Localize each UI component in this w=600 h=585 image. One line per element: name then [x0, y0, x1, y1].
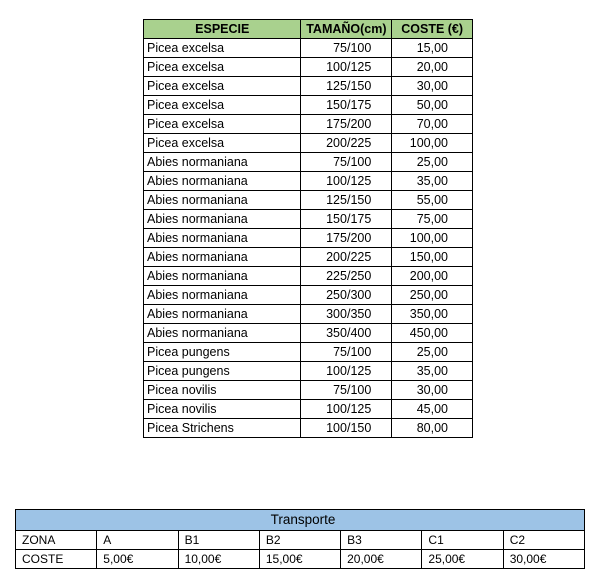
header-species: ESPECIE: [144, 20, 301, 39]
species-table-header-row: [144, 20, 473, 39]
table-row: [144, 39, 473, 58]
table-row: [144, 153, 473, 172]
species-cell: Picea Strichens: [144, 419, 301, 438]
cost-cell: 450,00: [392, 324, 473, 343]
table-row: [144, 172, 473, 191]
size-cell: 100/125: [301, 362, 392, 381]
cost-cell: 30,00: [392, 381, 473, 400]
zone-cost-cell: 15,00€: [259, 550, 340, 569]
cost-cell: 100,00: [392, 134, 473, 153]
species-cell: Abies normaniana: [144, 267, 301, 286]
table-row: [144, 96, 473, 115]
table-row: [144, 267, 473, 286]
table-row: [144, 362, 473, 381]
table-row: [144, 248, 473, 267]
zone-cost-cell: 10,00€: [178, 550, 259, 569]
table-row: [144, 381, 473, 400]
cost-cell: 25,00: [392, 153, 473, 172]
cost-cell: 45,00: [392, 400, 473, 419]
species-table-body: [144, 39, 473, 438]
species-cell: Picea excelsa: [144, 115, 301, 134]
table-row: [144, 191, 473, 210]
table-row: [144, 58, 473, 77]
cost-cell: 250,00: [392, 286, 473, 305]
zone-cost-cell: 30,00€: [503, 550, 584, 569]
transport-title-row: [16, 510, 585, 531]
cost-cell: 55,00: [392, 191, 473, 210]
size-cell: 225/250: [301, 267, 392, 286]
table-row: [144, 419, 473, 438]
zone-cost-cell: 5,00€: [97, 550, 178, 569]
zone-cell: C1: [422, 531, 503, 550]
table-row: [144, 115, 473, 134]
transport-title: Transporte: [16, 510, 585, 531]
species-cell: Picea novilis: [144, 381, 301, 400]
table-row: [144, 134, 473, 153]
size-cell: 175/200: [301, 115, 392, 134]
table-row: [144, 229, 473, 248]
species-cell: Picea excelsa: [144, 58, 301, 77]
species-price-table: [143, 19, 473, 438]
cost-cell: 20,00: [392, 58, 473, 77]
species-cell: Abies normaniana: [144, 305, 301, 324]
transport-cost-row: [16, 550, 585, 569]
table-row: [144, 210, 473, 229]
species-cell: Abies normaniana: [144, 229, 301, 248]
cost-cell: 50,00: [392, 96, 473, 115]
size-cell: 100/150: [301, 419, 392, 438]
cost-cell: 35,00: [392, 172, 473, 191]
zone-cell: B2: [259, 531, 340, 550]
size-cell: 100/125: [301, 172, 392, 191]
transport-zone-row: [16, 531, 585, 550]
size-cell: 350/400: [301, 324, 392, 343]
species-cell: Picea excelsa: [144, 96, 301, 115]
size-cell: 200/225: [301, 134, 392, 153]
cost-cell: 200,00: [392, 267, 473, 286]
zone-cost-cell: 20,00€: [341, 550, 422, 569]
zone-cost-cell: 25,00€: [422, 550, 503, 569]
cost-cell: 70,00: [392, 115, 473, 134]
cost-cell: 30,00: [392, 77, 473, 96]
species-cell: Picea pungens: [144, 362, 301, 381]
size-cell: 200/225: [301, 248, 392, 267]
size-cell: 250/300: [301, 286, 392, 305]
zone-cell: B1: [178, 531, 259, 550]
species-cell: Abies normaniana: [144, 324, 301, 343]
table-row: [144, 77, 473, 96]
species-cell: Abies normaniana: [144, 172, 301, 191]
cost-cell: 100,00: [392, 229, 473, 248]
transport-table: [15, 509, 585, 569]
size-cell: 150/175: [301, 210, 392, 229]
species-cell: Picea pungens: [144, 343, 301, 362]
cost-cell: 150,00: [392, 248, 473, 267]
cost-cell: 35,00: [392, 362, 473, 381]
size-cell: 300/350: [301, 305, 392, 324]
table-row: [144, 343, 473, 362]
size-cell: 125/150: [301, 77, 392, 96]
cost-cell: 80,00: [392, 419, 473, 438]
table-row: [144, 324, 473, 343]
header-size: TAMAÑO(cm): [301, 20, 392, 39]
size-cell: 100/125: [301, 400, 392, 419]
size-cell: 125/150: [301, 191, 392, 210]
size-cell: 75/100: [301, 153, 392, 172]
cost-cell: 350,00: [392, 305, 473, 324]
species-cell: Abies normaniana: [144, 210, 301, 229]
species-cell: Picea excelsa: [144, 77, 301, 96]
cost-cell: 75,00: [392, 210, 473, 229]
table-row: [144, 400, 473, 419]
size-cell: 175/200: [301, 229, 392, 248]
size-cell: 75/100: [301, 381, 392, 400]
zone-cell: B3: [341, 531, 422, 550]
cost-cell: 15,00: [392, 39, 473, 58]
species-cell: Abies normaniana: [144, 153, 301, 172]
header-cost: COSTE (€): [392, 20, 473, 39]
zone-cell: A: [97, 531, 178, 550]
species-cell: Abies normaniana: [144, 248, 301, 267]
zone-cell: C2: [503, 531, 584, 550]
zone-cell: ZONA: [16, 531, 97, 550]
species-cell: Picea novilis: [144, 400, 301, 419]
species-cell: Abies normaniana: [144, 286, 301, 305]
table-row: [144, 305, 473, 324]
size-cell: 150/175: [301, 96, 392, 115]
species-cell: Picea excelsa: [144, 134, 301, 153]
table-row: [144, 286, 473, 305]
species-cell: Picea excelsa: [144, 39, 301, 58]
size-cell: 75/100: [301, 39, 392, 58]
size-cell: 100/125: [301, 58, 392, 77]
size-cell: 75/100: [301, 343, 392, 362]
cost-cell: 25,00: [392, 343, 473, 362]
species-cell: Abies normaniana: [144, 191, 301, 210]
zone-cost-cell: COSTE: [16, 550, 97, 569]
